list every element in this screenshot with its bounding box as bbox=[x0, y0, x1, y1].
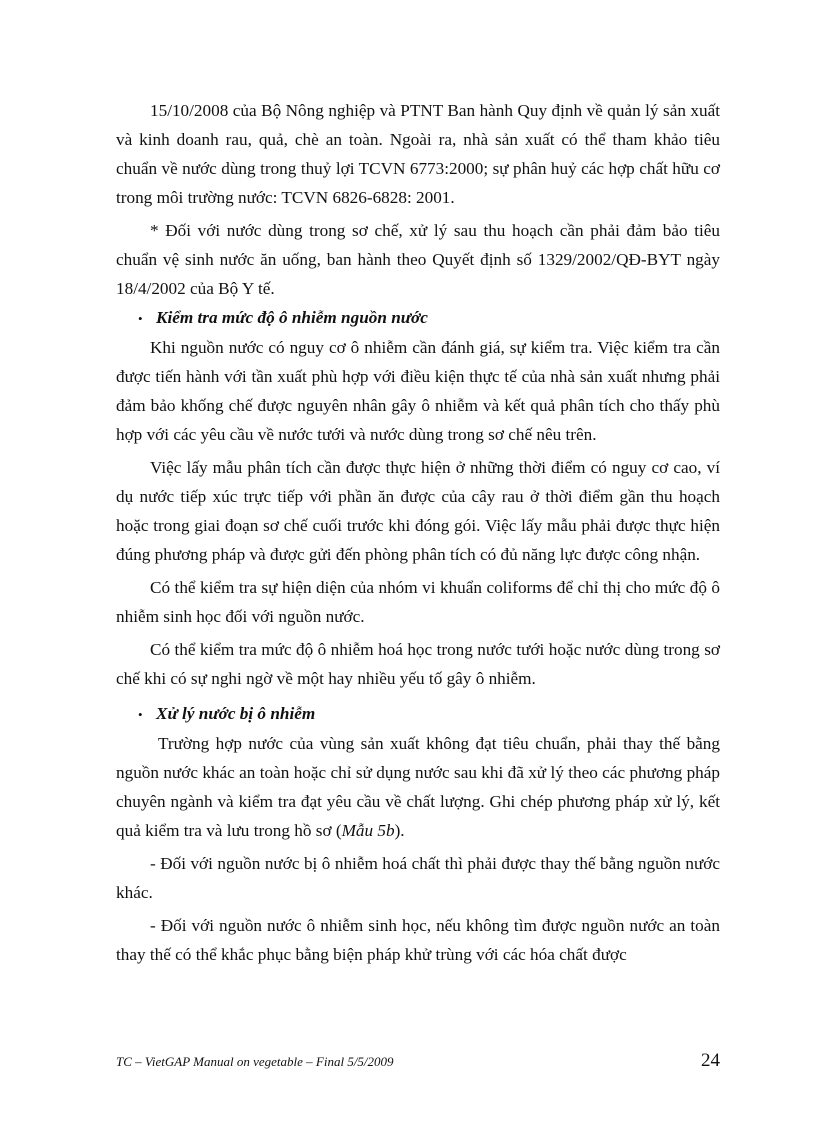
paragraph-chemical-check: Có thể kiểm tra mức độ ô nhiễm hoá học trong nước tưới hoặc nước dùng trong sơ chế khi có sự nghi ngờ về một hay nhiều yếu tố gây ô nhiễm. bbox=[116, 640, 720, 688]
footer-text: TC – VietGAP Manual on vegetable – Final 5/5/2009 bbox=[116, 1054, 394, 1069]
paragraph-text-end: ). bbox=[394, 821, 405, 840]
paragraph-chemical-pollution: - Đối với nguồn nước bị ô nhiễm hoá chất thì phải được thay thế bằng nguồn nước khác. bbox=[116, 854, 720, 902]
heading-treat-water bbox=[116, 699, 720, 729]
paragraph-text: Trường hợp nước của vùng sản xuất không đạt tiêu chuẩn, phải thay thế bằng nguồn nước khác an toàn hoặc chỉ sử dụng nước sau khi đã xử lý theo các phương pháp chuyên ngành và kiểm tra đạt yêu cầu về chất lượng. Ghi chép phương pháp xử lý, kết quả kiểm tra và lưu trong hồ sơ ( bbox=[116, 734, 720, 840]
paragraph-check-frequency: Khi nguồn nước có nguy cơ ô nhiễm cần đánh giá, sự kiểm tra. Việc kiểm tra cần được tiến hành với tần xuất phù hợp với điều kiện thực tế của nhà sản xuất nhưng phải đảm bảo khống chế được nguyên nhân gây ô nhiễm và kết quả phân tích cho thấy phù hợp với các yêu cầu về nước tưới và nước dùng trong sơ chế nêu trên. bbox=[116, 338, 720, 444]
paragraph-replace-source bbox=[116, 729, 720, 845]
paragraph-processing-water: * Đối với nước dùng trong sơ chế, xử lý sau thu hoạch cần phải đảm bảo tiêu chuẩn vệ sinh nước ăn uống, ban hành theo Quyết định số 1329/2002/QĐ-BYT ngày 18/4/2002 của Bộ Y tế. bbox=[116, 221, 720, 298]
page-footer bbox=[116, 1050, 720, 1072]
heading-text: Kiểm tra mức độ ô nhiễm nguồn nước bbox=[156, 308, 428, 327]
page-number: 24 bbox=[701, 1050, 720, 1071]
form-reference: Mẫu 5b bbox=[341, 821, 395, 840]
document-body bbox=[116, 96, 720, 969]
paragraph-coliforms: Có thể kiểm tra sự hiện diện của nhóm vi khuẩn coliforms để chỉ thị cho mức độ ô nhiễm sinh học đối với nguồn nước. bbox=[116, 578, 720, 626]
paragraph-regulation-refs: 15/10/2008 của Bộ Nông nghiệp và PTNT Ban hành Quy định về quản lý sản xuất và kinh doanh rau, quả, chè an toàn. Ngoài ra, nhà sản xuất có thể tham khảo tiêu chuẩn về nước dùng trong thuỷ lợi TCVN 6773:2000; sự phân huỷ các hợp chất hữu cơ trong môi trường nước: TCVN 6826-6828: 2001. bbox=[116, 101, 720, 207]
heading-check-pollution bbox=[116, 303, 720, 333]
paragraph-sampling: Việc lấy mẫu phân tích cần được thực hiện ở những thời điểm có nguy cơ cao, ví dụ nước tiếp xúc trực tiếp với phần ăn được của cây rau ở thời điểm gần thu hoạch hoặc trong giai đoạn sơ chế cuối trước khi đóng gói. Việc lấy mẫu phải được thực hiện đúng phương pháp và được gửi đến phòng phân tích có đủ năng lực được công nhận. bbox=[116, 458, 720, 564]
bullet-icon: • bbox=[138, 707, 143, 722]
bullet-icon: • bbox=[138, 311, 143, 326]
paragraph-biological-pollution: - Đối với nguồn nước ô nhiễm sinh học, nếu không tìm được nguồn nước an toàn thay thế có thể khắc phục bằng biện pháp khử trùng với các hóa chất được bbox=[116, 916, 720, 964]
heading-text: Xử lý nước bị ô nhiễm bbox=[156, 704, 316, 723]
